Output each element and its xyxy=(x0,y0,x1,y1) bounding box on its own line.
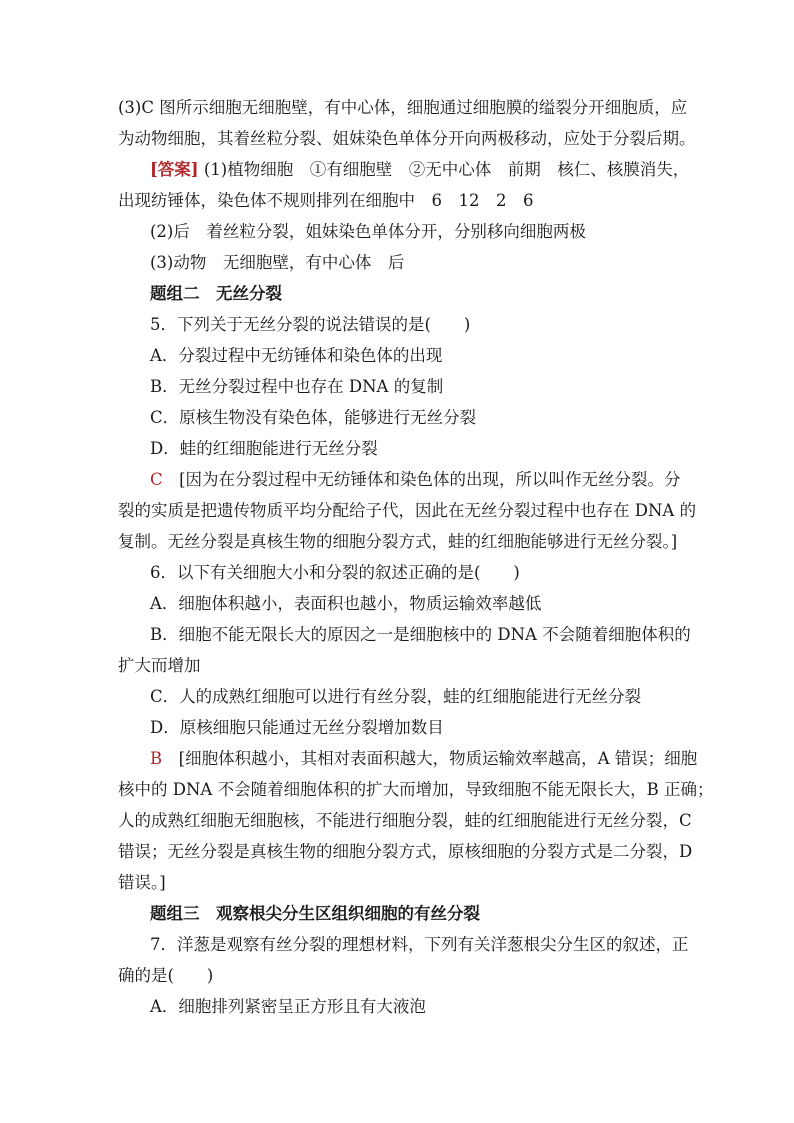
option-c: C．人的成熟红细胞可以进行有丝分裂，蛙的红细胞能进行无丝分裂 xyxy=(150,687,642,706)
option-d: D．原核细胞只能通过无丝分裂增加数目 xyxy=(150,718,444,737)
explanation-line xyxy=(150,747,697,771)
option-a: A．细胞排列紧密呈正方形且有大液泡 xyxy=(150,997,426,1016)
question-5: 5．下列关于无丝分裂的说法错误的是( ) xyxy=(150,315,471,334)
option-a: A．分裂过程中无纺锤体和染色体的出现 xyxy=(150,346,443,365)
option-d: D．蛙的红细胞能进行无丝分裂 xyxy=(150,439,378,458)
option-a: A．细胞体积越小，表面积也越小，物质运输效率越低 xyxy=(150,594,542,613)
text-line: 出现纺锤体，染色体不规则排列在细胞中 6 12 2 6 xyxy=(118,191,534,210)
text-line: 复制。无丝分裂是真核生物的细胞分裂方式，蛙的红细胞能够进行无丝分裂。] xyxy=(118,532,678,551)
text-line: 裂的实质是把遗传物质平均分配给子代，因此在无丝分裂过程中也存在 DNA 的 xyxy=(118,501,697,520)
text-line: (3)C 图所示细胞无细胞壁，有中心体，细胞通过细胞膜的缢裂分开细胞质，应 xyxy=(118,98,688,117)
text-line: 确的是( ) xyxy=(118,966,214,985)
section-heading: 题组二 无丝分裂 xyxy=(150,284,282,303)
explanation-text: [细胞体积越小，其相对表面积越大，物质运输效率越高，A 错误；细胞 xyxy=(178,749,698,768)
section-heading: 题组三 观察根尖分生区组织细胞的有丝分裂 xyxy=(150,904,480,923)
answer-letter: B xyxy=(150,749,163,768)
text-line: (3)动物 无细胞壁，有中心体 后 xyxy=(150,253,405,272)
text-line: 核中的 DNA 不会随着细胞体积的扩大而增加，导致细胞不能无限长大，B 正确； xyxy=(118,780,714,799)
question-7: 7．洋葱是观察有丝分裂的理想材料，下列有关洋葱根尖分生区的叙述，正 xyxy=(150,935,689,954)
text-line: 人的成熟红细胞无细胞核，不能进行细胞分裂，蛙的红细胞能进行无丝分裂，C xyxy=(118,811,692,830)
text-line: 扩大而增加 xyxy=(118,656,201,675)
text-line: 错误。] xyxy=(118,873,166,892)
text-line: (2)后 着丝粒分裂，姐妹染色单体分开，分别移向细胞两极 xyxy=(150,222,586,241)
answer-line xyxy=(150,158,690,182)
answer-text: (1)植物细胞 ①有细胞壁 ②无中心体 前期 核仁、核膜消失， xyxy=(203,160,690,179)
question-6: 6．以下有关细胞大小和分裂的叙述正确的是( ) xyxy=(150,563,520,582)
text-line: 为动物细胞，其着丝粒分裂、姐妹染色单体分开向两极移动，应处于分裂后期。 xyxy=(118,129,696,148)
answer-letter: C xyxy=(150,470,163,489)
explanation-line xyxy=(150,468,681,492)
explanation-text: [因为在分裂过程中无纺锤体和染色体的出现，所以叫作无丝分裂。分 xyxy=(179,470,681,489)
option-b: B．无丝分裂过程中也存在 DNA 的复制 xyxy=(150,377,444,396)
answer-tag: [答案] xyxy=(150,160,199,179)
option-c: C．原核生物没有染色体，能够进行无丝分裂 xyxy=(150,408,477,427)
option-b: B．细胞不能无限长大的原因之一是细胞核中的 DNA 不会随着细胞体积的 xyxy=(150,625,691,644)
text-line: 错误；无丝分裂是真核生物的细胞分裂方式，原核细胞的分裂方式是二分裂，D xyxy=(118,842,693,861)
